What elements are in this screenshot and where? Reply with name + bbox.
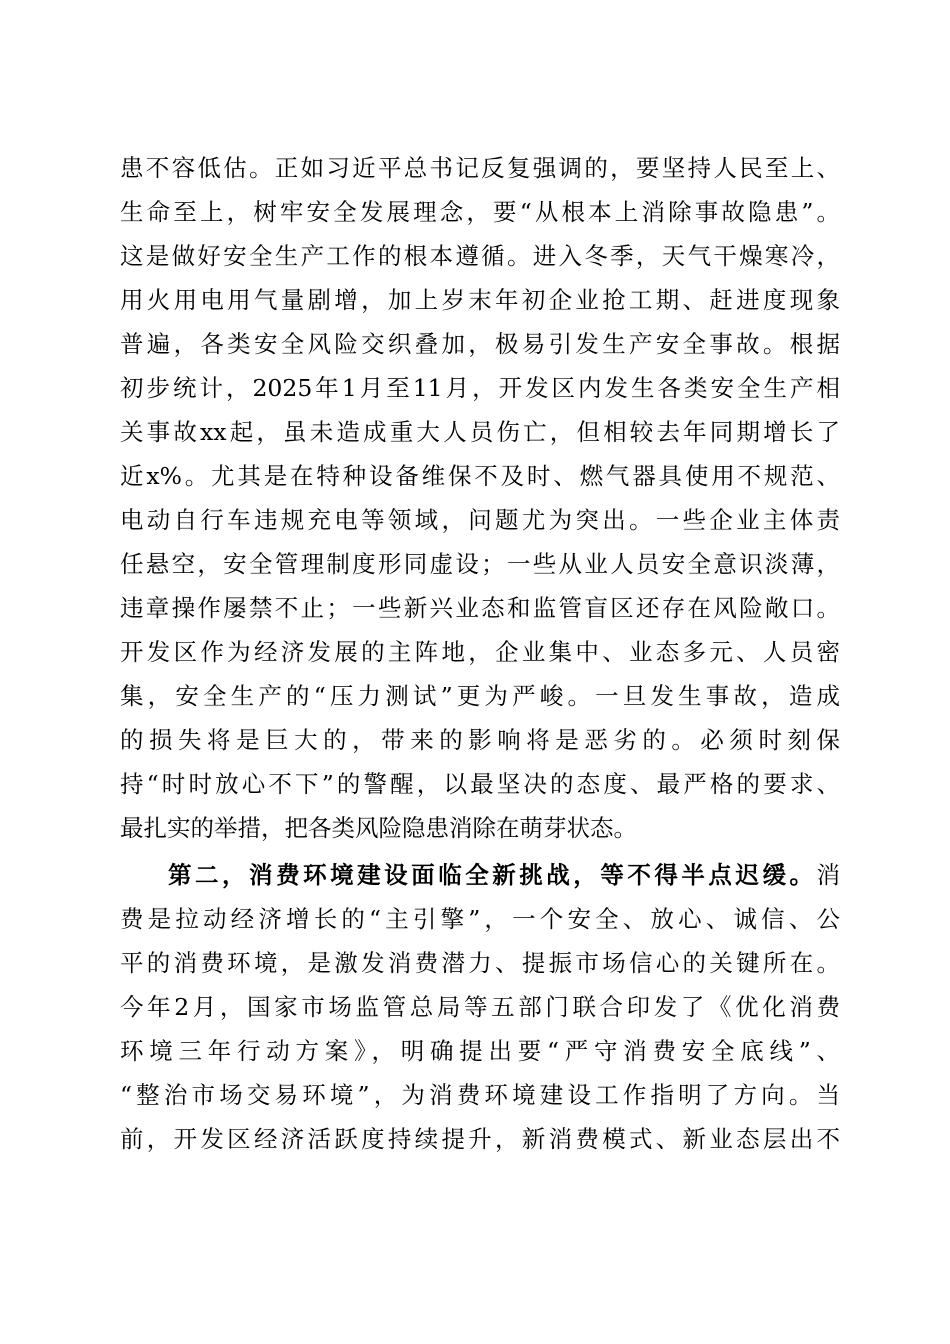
- text-line: 生命至上，树牢安全发展理念，要“从根本上消除事故隐患”。: [120, 198, 840, 226]
- text-line: 的损失将是巨大的，带来的影响将是恶劣的。必须时刻保: [120, 726, 840, 754]
- text-line: 患不容低估。正如习近平总书记反复强调的，要坚持人民至上、: [120, 154, 840, 182]
- paragraph-first-line: [168, 853, 840, 897]
- text-line: 违章操作屡禁不止；一些新兴业态和监管盲区还存在风险敞口。: [120, 594, 840, 622]
- text-line: 环境三年行动方案》，明确提出要“严守消费安全底线”、: [120, 1037, 840, 1065]
- text-line: 持“时时放心不下”的警醒，以最坚决的态度、最严格的要求、: [120, 770, 840, 798]
- paragraph-lead-text: 消: [816, 861, 840, 889]
- text-line: 任悬空，安全管理制度形同虚设；一些从业人员安全意识淡薄，: [120, 550, 840, 578]
- text-line: 初步统计，2025年1月至11月，开发区内发生各类安全生产相: [120, 374, 840, 402]
- text-line: 集，安全生产的“压力测试”更为严峻。一旦发生事故，造成: [120, 682, 840, 710]
- text-line: “整治市场交易环境”，为消费环境建设工作指明了方向。当: [120, 1081, 840, 1109]
- text-line: 关事故xx起，虽未造成重大人员伤亡，但相较去年同期增长了: [120, 418, 840, 446]
- text-line: 前，开发区经济活跃度持续提升，新消费模式、新业态层出不: [120, 1125, 840, 1153]
- text-line: 最扎实的举措，把各类风险隐患消除在萌芽状态。: [120, 814, 637, 842]
- text-line: 费是拉动经济增长的“主引擎”，一个安全、放心、诚信、公: [120, 905, 840, 933]
- text-line: 开发区作为经济发展的主阵地，企业集中、业态多元、人员密: [120, 638, 840, 666]
- text-line: 平的消费环境，是激发消费潜力、提振市场信心的关键所在。: [120, 949, 840, 977]
- text-line: 电动自行车违规充电等领域，问题尤为突出。一些企业主体责: [120, 506, 840, 534]
- text-line: 普遍，各类安全风险交织叠加，极易引发生产安全事故。根据: [120, 330, 840, 358]
- text-line: 近x%。尤其是在特种设备维保不及时、燃气器具使用不规范、: [120, 462, 840, 490]
- text-line: 用火用电用气量剧增，加上岁末年初企业抢工期、赶进度现象: [120, 286, 840, 314]
- paragraph-heading: 第二，消费环境建设面临全新挑战，等不得半点迟缓。: [168, 861, 817, 889]
- text-line: 这是做好安全生产工作的根本遵循。进入冬季，天气干燥寒冷，: [120, 242, 840, 270]
- text-line: 今年2月，国家市场监管总局等五部门联合印发了《优化消费: [120, 993, 840, 1021]
